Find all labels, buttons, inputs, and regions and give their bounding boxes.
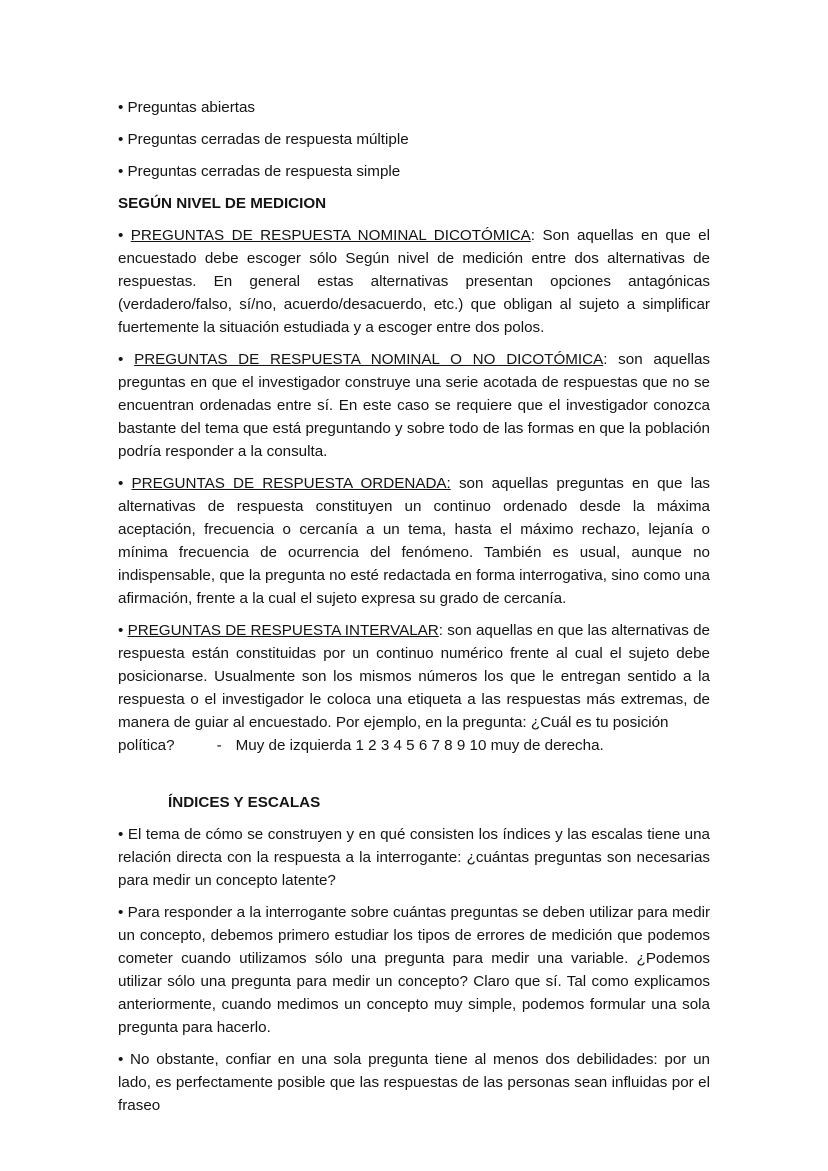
term-nominal-no-dicotomica: PREGUNTAS DE RESPUESTA NOMINAL O NO DICOTÓMICA	[134, 351, 604, 368]
bullet-marker: •	[118, 622, 128, 639]
section-spacer	[118, 757, 710, 791]
term-respuesta-ordenada: PREGUNTAS DE RESPUESTA ORDENADA:	[131, 475, 451, 492]
definition-text: : son aquellas preguntas en que el investigador construye una serie acotada de respuestas que no se encuentran ordenadas entre sí. En este caso se requiere que el investigador conozca bastante del tema que está preguntando y sobre todo de las formas en que la población podría responder a la consulta.	[118, 351, 710, 460]
term-respuesta-intervalar: PREGUNTAS DE RESPUESTA INTERVALAR	[127, 622, 439, 639]
example-scale: Muy de izquierda 1 2 3 4 5 6 7 8 9 10 muy de derecha.	[235, 737, 604, 754]
heading-indices-escalas: ÍNDICES Y ESCALAS	[168, 794, 321, 811]
heading-nivel-medicion: SEGÚN NIVEL DE MEDICION	[118, 195, 327, 212]
paragraph-nominal-dicotomica	[118, 224, 710, 339]
bullet-marker: •	[118, 227, 131, 244]
paragraph-debilidades: • No obstante, confiar en una sola pregunta tiene al menos dos debilidades: por un lado, es perfectamente posible que las respuestas de las personas sean influidas por el fraseo	[118, 1051, 710, 1114]
paragraph-responder-interrogante: • Para responder a la interrogante sobre cuántas preguntas se deben utilizar para medir un concepto, debemos primero estudiar los tipos de errores de medición que podemos cometer cuando utilizamos sólo una pregunta para medir una variable. ¿Podemos utilizar sólo una pregunta para medir un concepto? Claro que sí. Tal como explicamos anteriormente, cuando medimos un concepto muy simple, podemos formular una sola pregunta para hacerlo.	[118, 904, 710, 1036]
example-scale-line	[118, 734, 710, 757]
paragraph-respuesta-intervalar	[118, 619, 710, 757]
paragraph-tema-indices: • El tema de cómo se construyen y en qué consisten los índices y las escalas tiene una relación directa con la respuesta a la interrogante: ¿cuántas preguntas son necesarias para medir un concepto latente?	[118, 826, 710, 889]
bullet-marker: •	[118, 351, 135, 368]
definition-text: son aquellas preguntas en que las alternativas de respuesta constituyen un continuo ordenado desde la máxima aceptación, frecuencia o cercanía a un tema, hasta el máximo rechazo, lejanía o mínima frecuencia de ocurrencia del fenómeno. También es usual, aunque no indispensable, que la pregunta no esté redactada en forma interrogativa, sino como una afirmación, frente a la cual el sujeto expresa su grado de cercanía.	[118, 475, 711, 607]
list-item-preguntas-abiertas: • Preguntas abiertas	[118, 99, 256, 116]
intervalar-definition	[118, 619, 710, 734]
definition-text: : son aquellas en que las alternativas de respuesta están constituidas por un continuo numérico frente al cual el sujeto debe posicionarse. Usualmente son los mismos números los que le entregan sentido a la respuesta o el investigador le coloca una etiqueta a las respuestas más extremas, de manera de guiar al encuestado. Por ejemplo, en la pregunta: ¿Cuál es tu posición	[118, 622, 710, 731]
document-body	[118, 96, 710, 1126]
example-dash: -	[216, 737, 222, 754]
bullet-marker: •	[118, 475, 132, 492]
term-nominal-dicotomica: PREGUNTAS DE RESPUESTA NOMINAL DICOTÓMICA	[130, 227, 531, 244]
example-label: política?	[118, 737, 175, 754]
list-item-cerradas-simple: • Preguntas cerradas de respuesta simple	[118, 163, 401, 180]
list-item-cerradas-multiple: • Preguntas cerradas de respuesta múltiple	[118, 131, 409, 148]
paragraph-respuesta-ordenada	[118, 472, 710, 610]
definition-text: : Son aquellas en que el encuestado debe escoger sólo Según nivel de medición entre dos alternativas de respuestas. En general estas alternativas presentan opciones antagónicas (verdadero/falso, sí/no, acuerdo/desacuerdo, etc.) que obligan al sujeto a simplificar fuertemente la situación estudiada y a escoger entre dos polos.	[118, 227, 710, 336]
paragraph-nominal-no-dicotomica	[118, 348, 710, 463]
